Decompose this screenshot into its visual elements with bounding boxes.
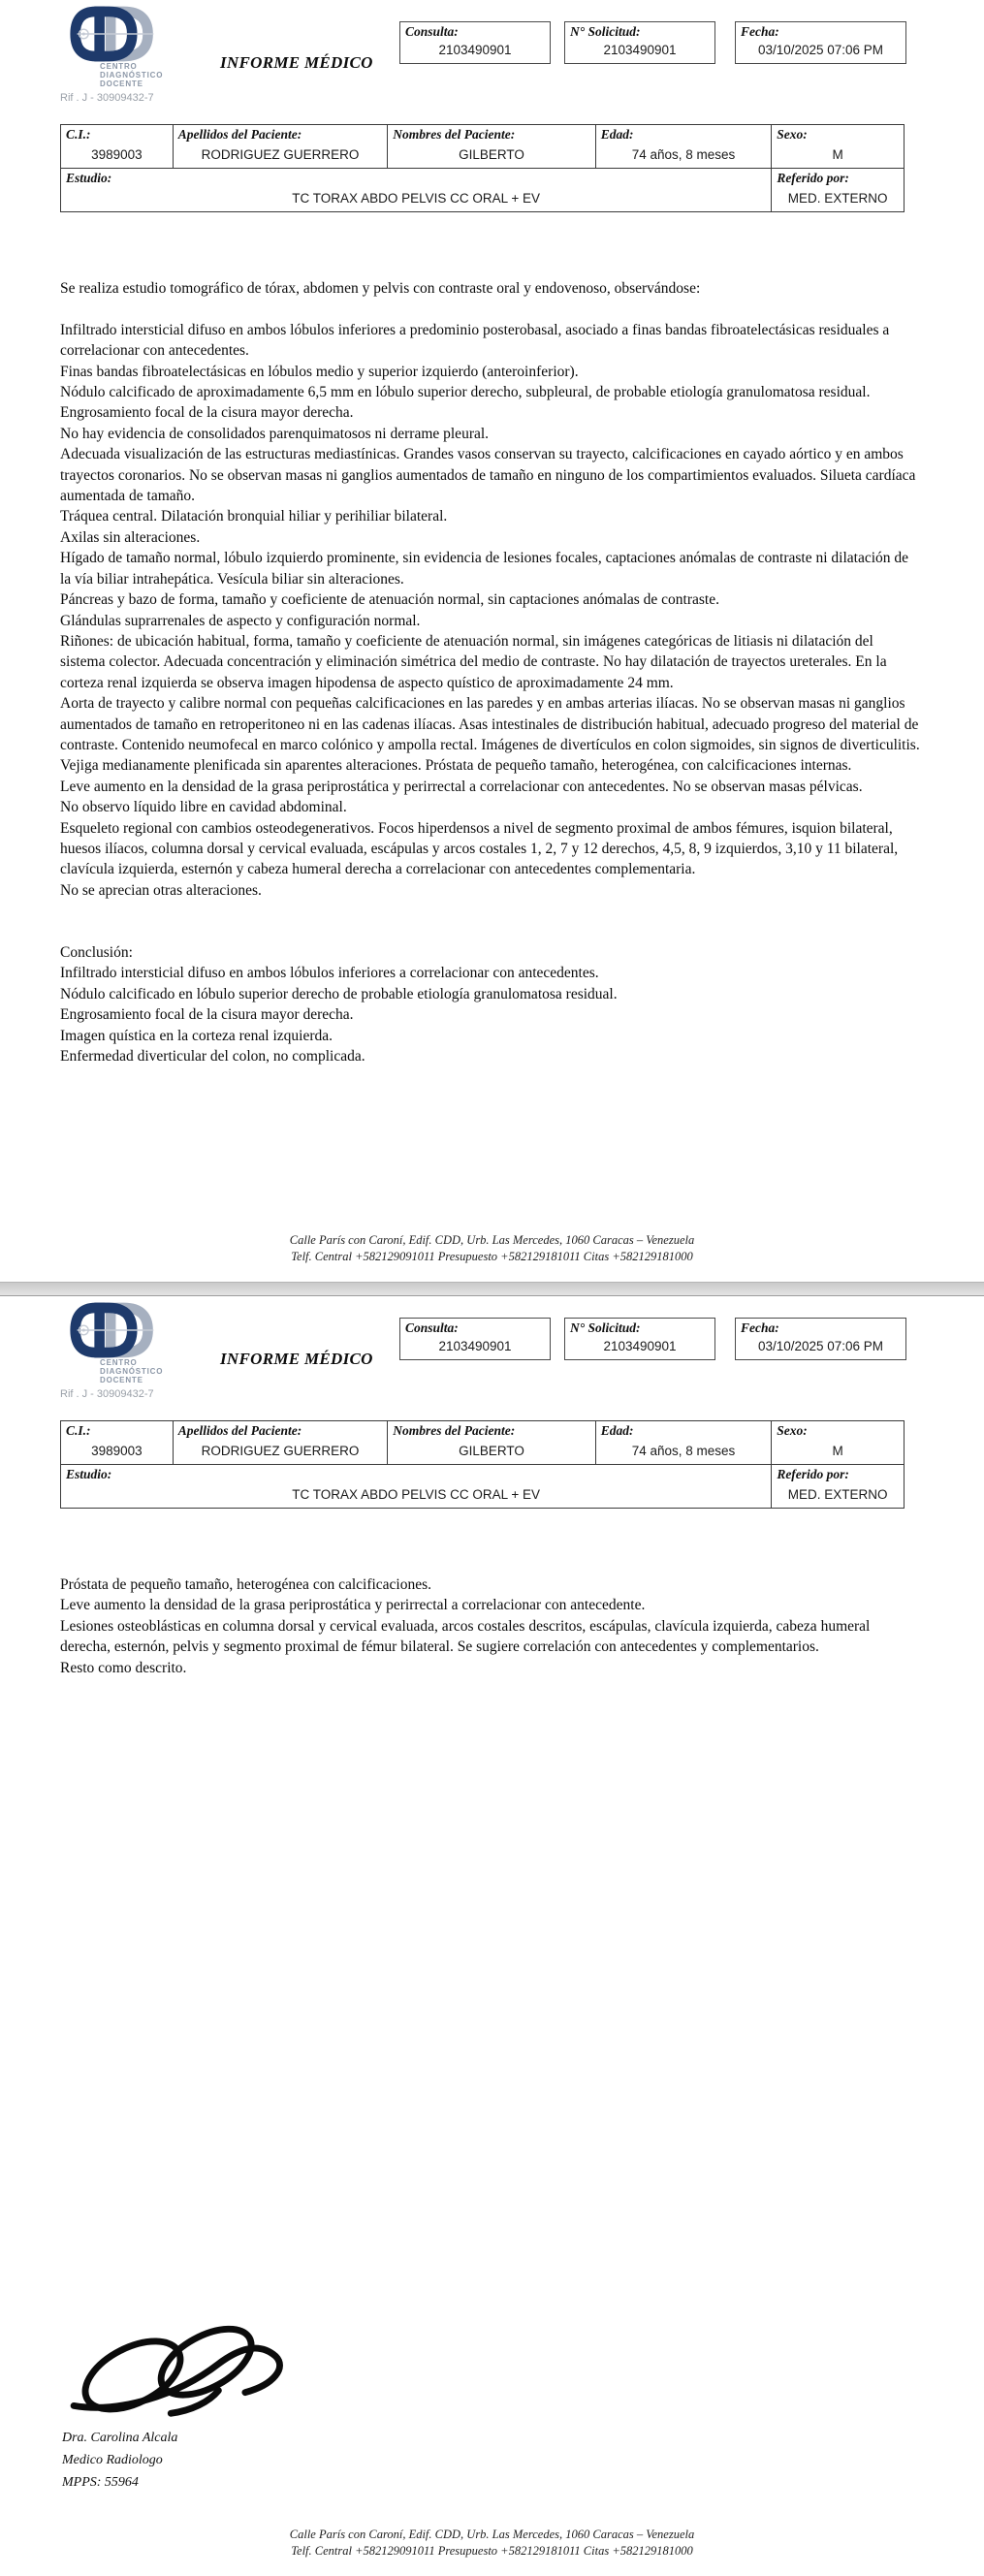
cell-apellidos xyxy=(174,125,388,168)
footer-address: Calle París con Caroní, Edif. CDD, Urb. Las Mercedes, 1060 Caracas – Venezuela xyxy=(289,1233,695,1247)
cell-nombres xyxy=(388,125,596,168)
cell-ci xyxy=(61,1421,174,1464)
report-paragraph: Adecuada visualización de las estructuras mediastínicas. Grandes vasos conservan su trayecto, calcificaciones en cayado aórtico y en ambos trayectos coronarios. No se observan masas ni ganglios aumentados de tamaño en ninguno de los compartimientos evaluados. Silueta cardíaca aumentada de tamaño. xyxy=(60,446,916,505)
fecha-value: 03/10/2025 07:06 PM xyxy=(757,43,884,57)
report-paragraph: Resto como descrito. xyxy=(60,1659,187,1676)
consulta-value: 2103490901 xyxy=(438,1339,512,1353)
report-paragraph: Axilas sin alteraciones. xyxy=(60,528,201,546)
cdd-logo-icon xyxy=(68,6,161,62)
signature-mpps: MPPS: 55964 xyxy=(62,2475,139,2490)
estudio-label: Estudio: xyxy=(66,1467,112,1481)
consulta-box xyxy=(399,1318,551,1360)
edad-value: 74 años, 8 meses xyxy=(631,147,736,162)
solicitud-label: N° Solicitud: xyxy=(570,1320,641,1335)
footer-phones: Telf. Central +582129091011 Presupuesto +582129181011 Citas +582129181000 xyxy=(291,2543,693,2558)
brand-line: DIAGNÓSTICO xyxy=(100,71,164,80)
cell-apellidos xyxy=(174,1421,388,1464)
brand-line: DIAGNÓSTICO xyxy=(100,1367,164,1376)
signature-block xyxy=(56,2320,316,2494)
cell-referido xyxy=(772,169,904,211)
report-paragraph: Nódulo calcificado en lóbulo superior derecho de probable etiología granulomatosa residual. xyxy=(60,985,618,1002)
report-paragraph: Infiltrado intersticial difuso en ambos lóbulos inferiores a predominio posterobasal, asociado a finas bandas fibroatelectásicas residuales a correlacionar con antecedentes. xyxy=(60,321,890,360)
cdd-logo-wordmark xyxy=(100,1358,163,1384)
report-paragraph: Enfermedad diverticular del colon, no complicada. xyxy=(60,1048,365,1065)
apellidos-label: Apellidos del Paciente: xyxy=(177,127,302,142)
consulta-value: 2103490901 xyxy=(438,43,512,57)
cell-estudio xyxy=(61,169,772,211)
report-paragraph: Engrosamiento focal de la cisura mayor derecha. xyxy=(60,1006,354,1024)
page-footer xyxy=(0,2527,984,2559)
sexo-label: Sexo: xyxy=(777,1423,808,1438)
apellidos-label: Apellidos del Paciente: xyxy=(177,1423,302,1438)
solicitud-box xyxy=(564,21,715,64)
report-body-page1 xyxy=(60,278,922,1066)
solicitud-label: N° Solicitud: xyxy=(570,24,641,39)
consulta-label: Consulta: xyxy=(405,24,459,39)
consulta-box xyxy=(399,21,551,64)
report-paragraph: Próstata de pequeño tamaño, heterogénea con calcificaciones. xyxy=(60,1576,432,1593)
sexo-value: M xyxy=(832,1444,843,1458)
report-paragraph: No hay evidencia de consolidados parenquimatosos ni derrame pleural. xyxy=(60,425,490,442)
signature-scribble-icon xyxy=(56,2320,316,2427)
fecha-value: 03/10/2025 07:06 PM xyxy=(757,1339,884,1353)
nombres-label: Nombres del Paciente: xyxy=(393,127,516,142)
solicitud-box xyxy=(564,1318,715,1360)
fecha-label: Fecha: xyxy=(741,24,779,39)
nombres-label: Nombres del Paciente: xyxy=(393,1423,516,1438)
report-paragraph: Glándulas suprarrenales de aspecto y configuración normal. xyxy=(60,612,421,629)
cell-ci xyxy=(61,125,174,168)
cdd-logo-icon xyxy=(68,1302,161,1358)
report-paragraph: Esqueleto regional con cambios osteodegenerativos. Focos hiperdensos a nivel de segmento proximal de ambos fémures, isquion bilateral, huesos ilíacos, columna dorsal y cervical evaluada, escápulas y arcos costales 1, 2, 7 y 12 derechos, 4,5, 8, 9 izquierdos, 3,10 y 11 bilateral, clavícula izquierda, esternón y cabeza humeral derecha a correlacionar con antecedentes complementaria. xyxy=(60,819,899,878)
ci-label: C.I.: xyxy=(66,1423,91,1438)
report-paragraph: Aorta de trayecto y calibre normal con pequeñas calcificaciones en las paredes y en ambas arterias ilíacas. No se observan masas ni ganglios aumentados de tamaño en retroperitoneo ni en las cadenas ilíacas. Asas intestinales de distribución habitual, adecuado progreso del material de contraste. Contenido neumofecal en marco colónico y ampolla rectal. Imágenes de divertículos en colon sigmoides, sin signos de diverticulitis. xyxy=(60,695,920,753)
nombres-value: GILBERTO xyxy=(459,147,524,162)
page-footer xyxy=(0,1232,984,1264)
solicitud-value: 2103490901 xyxy=(603,43,677,57)
ci-value: 3989003 xyxy=(91,1444,143,1458)
referido-value: MED. EXTERNO xyxy=(787,1487,888,1502)
ci-label: C.I.: xyxy=(66,127,91,142)
report-paragraph: Infiltrado intersticial difuso en ambos lóbulos inferiores a correlacionar con antecedentes. xyxy=(60,965,599,982)
signature-doctor-name: Dra. Carolina Alcala xyxy=(62,2431,178,2445)
report-body-page2 xyxy=(60,1574,922,1678)
solicitud-value: 2103490901 xyxy=(603,1339,677,1353)
report-paragraph: Tráquea central. Dilatación bronquial hiliar y perihiliar bilateral. xyxy=(60,508,448,525)
report-paragraph xyxy=(60,922,922,942)
report-title: INFORME MÉDICO xyxy=(220,1350,373,1368)
edad-label: Edad: xyxy=(600,1423,634,1438)
patient-info-table xyxy=(60,124,905,212)
apellidos-value: RODRIGUEZ GUERRERO xyxy=(201,1444,360,1458)
signature-doctor-role: Medico Radiologo xyxy=(62,2453,163,2467)
report-page-1 xyxy=(0,0,984,1283)
edad-label: Edad: xyxy=(600,127,634,142)
report-page-2 xyxy=(0,1295,984,2576)
report-paragraph: Vejiga medianamente plenificada sin aparentes alteraciones. Próstata de pequeño tamaño, heterogénea, con calcificaciones internas. xyxy=(60,757,852,775)
report-paragraph: Finas bandas fibroatelectásicas en lóbulos medio y superior izquierdo (anteroinferior). xyxy=(60,363,579,380)
sexo-label: Sexo: xyxy=(777,127,808,142)
brand-line: DOCENTE xyxy=(100,80,143,88)
estudio-label: Estudio: xyxy=(66,171,112,185)
report-paragraph xyxy=(60,901,922,921)
report-paragraph: Imagen quística en la corteza renal izquierda. xyxy=(60,1027,333,1044)
footer-phones: Telf. Central +582129091011 Presupuesto +582129181011 Citas +582129181000 xyxy=(291,1249,693,1263)
report-paragraph: Hígado de tamaño normal, lóbulo izquierdo prominente, sin evidencia de lesiones focales, captaciones anómalas de contraste ni dilatación de la vía biliar intrahepática. Vesícula biliar sin alteraciones. xyxy=(60,550,909,588)
report-paragraph: No se aprecian otras alteraciones. xyxy=(60,881,262,899)
referido-label: Referido por: xyxy=(777,1467,849,1481)
report-title: INFORME MÉDICO xyxy=(220,53,373,72)
brand-line: CENTRO xyxy=(100,1358,138,1367)
brand-line: CENTRO xyxy=(100,62,138,71)
fecha-box xyxy=(735,1318,906,1360)
footer-address: Calle París con Caroní, Edif. CDD, Urb. Las Mercedes, 1060 Caracas – Venezuela xyxy=(289,2528,695,2541)
referido-label: Referido por: xyxy=(777,171,849,185)
cell-nombres xyxy=(388,1421,596,1464)
cell-referido xyxy=(772,1465,904,1508)
cell-sexo xyxy=(772,1421,904,1464)
report-paragraph: Conclusión: xyxy=(60,944,133,961)
nombres-value: GILBERTO xyxy=(459,1444,524,1458)
brand-line: DOCENTE xyxy=(100,1376,143,1384)
rif-number: Rif . J - 30909432-7 xyxy=(60,92,154,104)
fecha-label: Fecha: xyxy=(741,1320,779,1335)
cell-estudio xyxy=(61,1465,772,1508)
referido-value: MED. EXTERNO xyxy=(787,191,888,206)
cdd-logo-wordmark xyxy=(100,62,163,88)
report-paragraph: Leve aumento en la densidad de la grasa periprostática y perirrectal a correlacionar con antecedentes. No se observan masas pélvicas. xyxy=(60,778,863,795)
cell-edad xyxy=(596,1421,773,1464)
estudio-value: TC TORAX ABDO PELVIS CC ORAL + EV xyxy=(292,1487,541,1502)
estudio-value: TC TORAX ABDO PELVIS CC ORAL + EV xyxy=(292,191,541,206)
report-paragraph: Se realiza estudio tomográfico de tórax, abdomen y pelvis con contraste oral y endovenoso, observándose: xyxy=(60,280,701,297)
edad-value: 74 años, 8 meses xyxy=(631,1444,736,1458)
ci-value: 3989003 xyxy=(91,147,143,162)
report-paragraph: Riñones: de ubicación habitual, forma, tamaño y coeficiente de atenuación normal, sin imágenes categóricas de litiasis ni dilatación del sistema colector. Adecuada concentración y eliminación simétrica del medio de contraste. No hay dilatación de trayectos ureterales. En la corteza renal izquierda se observa imagen hipodensa de aspecto quístico de aproximadamente 24 mm. xyxy=(60,632,887,691)
report-paragraph: Lesiones osteoblásticas en columna dorsal y cervical evaluada, arcos costales descritos, escápulas, clavícula izquierda, cabeza humeral derecha, esternón, pelvis y segmento proximal de fémur bilateral. Se sugiere correlación con antecedentes y complementarios. xyxy=(60,1617,871,1656)
report-paragraph: Páncreas y bazo de forma, tamaño y coeficiente de atenuación normal, sin captaciones anómalas de contraste. xyxy=(60,591,719,609)
fecha-box xyxy=(735,21,906,64)
report-paragraph: No observo líquido libre en cavidad abdominal. xyxy=(60,799,347,816)
apellidos-value: RODRIGUEZ GUERRERO xyxy=(201,147,360,162)
sexo-value: M xyxy=(832,147,843,162)
cell-sexo xyxy=(772,125,904,168)
page-separator xyxy=(0,1283,984,1295)
rif-number: Rif . J - 30909432-7 xyxy=(60,1388,154,1400)
patient-info-table xyxy=(60,1420,905,1509)
consulta-label: Consulta: xyxy=(405,1320,459,1335)
report-paragraph xyxy=(60,299,922,319)
report-paragraph: Nódulo calcificado de aproximadamente 6,5 mm en lóbulo superior derecho, subpleural, de probable etiología granulomatosa residual. Engrosamiento focal de la cisura mayor derecha. xyxy=(60,384,871,422)
cell-edad xyxy=(596,125,773,168)
report-paragraph: Leve aumento la densidad de la grasa periprostática y perirrectal a correlacionar con antecedente. xyxy=(60,1597,646,1614)
